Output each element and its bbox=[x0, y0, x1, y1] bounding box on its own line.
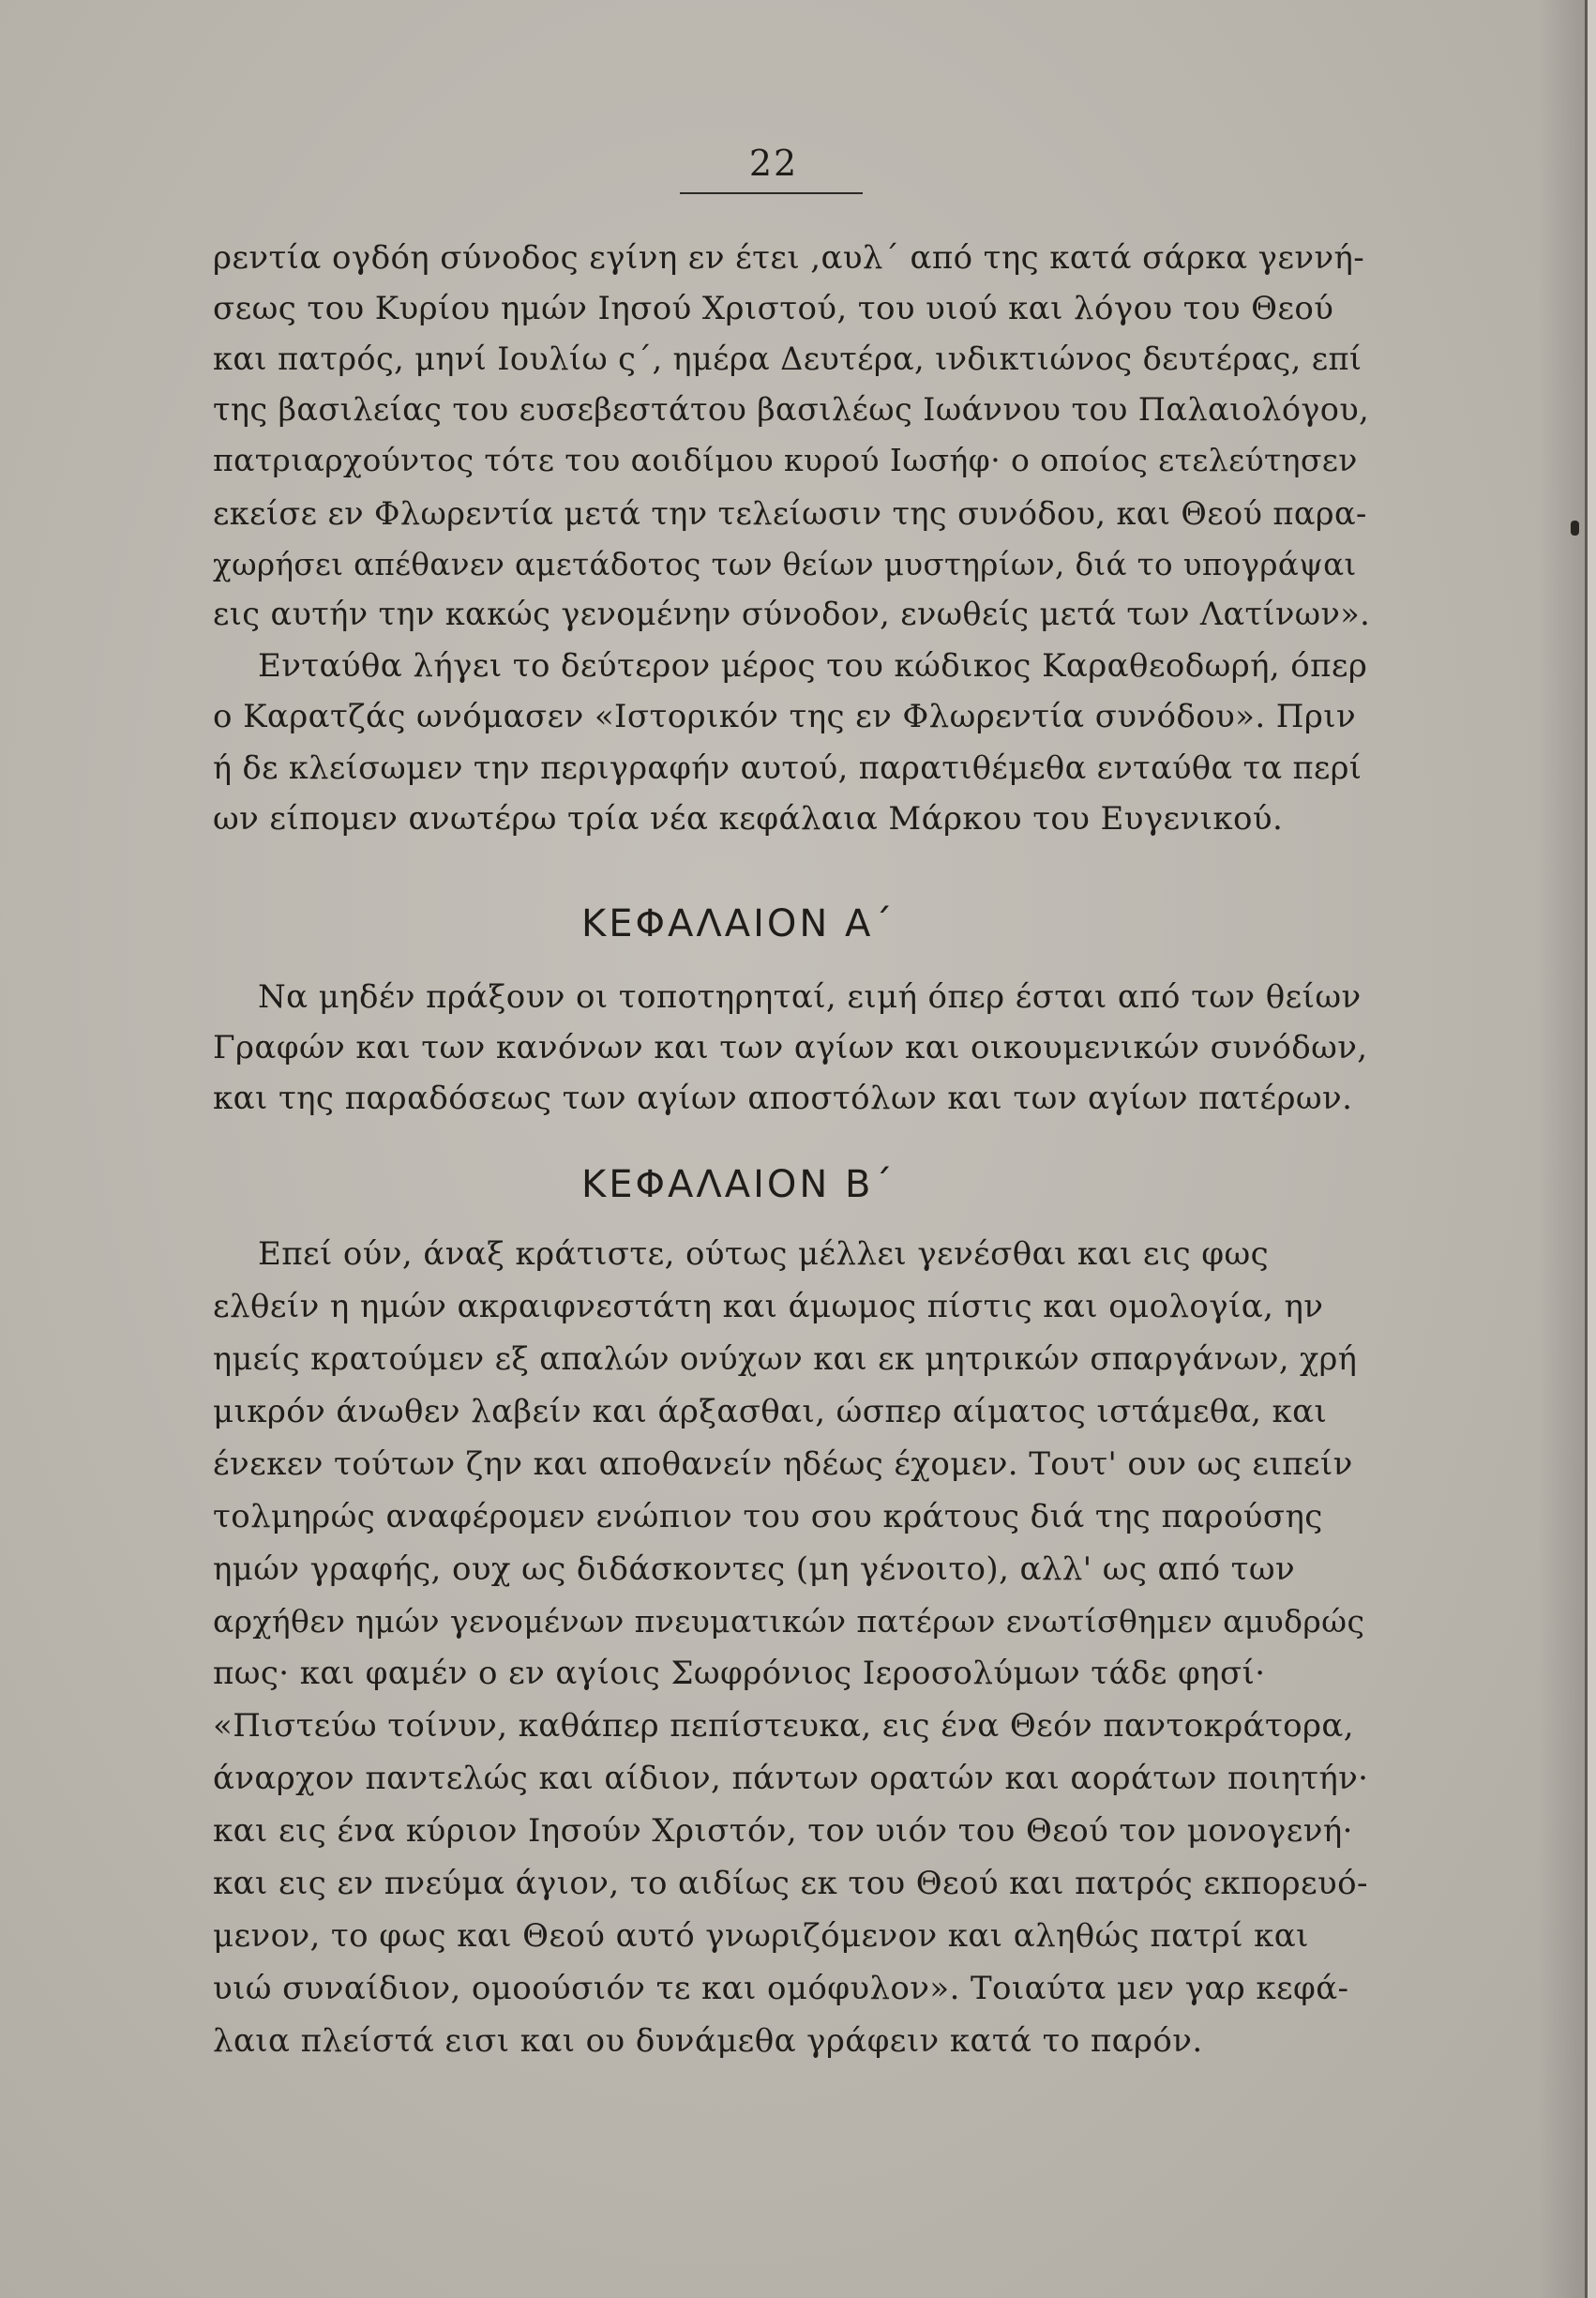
text-line: εις αυτήν την κακώς γενομένην σύνοδον, ενωθείς μετά των Λατίνων». bbox=[213, 596, 1371, 632]
page-number: 22 bbox=[748, 143, 799, 184]
text-line: πατριαρχούντος τότε του αοιδίμου κυρού Ιωσήφ· ο οποίος ετελεύτησεν bbox=[213, 442, 1358, 478]
text-line: Να μηδέν πράξουν οι τοποτηρηταί, ειμή όπερ έσται από των θείων bbox=[258, 978, 1362, 1016]
text-line: ελθείν η ημών ακραιφνεστάτη και άμωμος πίστις και ομολογία, ην bbox=[213, 1288, 1324, 1325]
text-line: και εις εν πνεύμα άγιον, το αιδίως εκ του Θεού και πατρός εκπορευό- bbox=[213, 1865, 1368, 1902]
text-line: και πατρός, μηνί Ιουλίω ς΄, ημέρα Δευτέρα, ινδικτιώνος δευτέρας, επί bbox=[213, 340, 1363, 377]
text-line: υιώ συναίδιον, ομοούσιόν τε και ομόφυλον». Τοιαύτα μεν γαρ κεφά- bbox=[213, 1970, 1349, 2007]
text-line: Γραφών και των κανόνων και των αγίων και οικουμενικών συνόδων, bbox=[213, 1029, 1368, 1066]
text-line: ημείς κρατούμεν εξ απαλών ονύχων και εκ μητρικών σπαργάνων, χρή bbox=[213, 1340, 1358, 1377]
binding-edge bbox=[1588, 0, 1596, 2298]
chapter-b-heading: ΚΕΦΑΛΑΙΟΝ Β΄ bbox=[581, 1163, 896, 1206]
text-line: πως· και φαμέν ο εν αγίοις Σωφρόνιος Ιεροσολύμων τάδε φησί· bbox=[213, 1655, 1266, 1692]
text-line: μικρόν άνωθεν λαβείν και άρξασθαι, ώσπερ αίματος ιστάμεθα, και bbox=[213, 1393, 1328, 1430]
ink-mark bbox=[1571, 521, 1579, 536]
text-line: ων είπομεν ανωτέρω τρία νέα κεφάλαια Μάρκου του Ευγενικού. bbox=[213, 800, 1284, 838]
text-line: εκείσε εν Φλωρεντία μετά την τελείωσιν της συνόδου, και Θεού παρα- bbox=[213, 495, 1367, 532]
text-line: της βασιλείας του ευσεβεστάτου βασιλέως Ιωάννου του Παλαιολόγου, bbox=[213, 391, 1370, 428]
text-line: ημών γραφής, ουχ ως διδάσκοντες (μη γένοιτο), αλλ' ως από των bbox=[213, 1550, 1296, 1588]
text-line: μενον, το φως και Θεού αυτό γνωριζόμενον και αληθώς πατρί και bbox=[213, 1917, 1309, 1955]
text-line: «Πιστεύω τοίνυν, καθάπερ πεπίστευκα, εις ένα Θεόν παντοκράτορα, bbox=[213, 1707, 1354, 1745]
text-line: ο Καρατζάς ωνόμασεν «Ιστορικόν της εν Φλωρεντία συνόδου». Πριν bbox=[213, 698, 1357, 735]
text-line: Επεί ούν, άναξ κράτιστε, ούτως μέλλει γενέσθαι και εις φως bbox=[258, 1235, 1270, 1273]
text-line: ένεκεν τούτων ζην και αποθανείν ηδέως έχομεν. Τουτ' ουν ως ειπείν bbox=[213, 1445, 1353, 1483]
text-line: ή δε κλείσωμεν την περιγραφήν αυτού, παρατιθέμεθα ενταύθα τα περί bbox=[213, 749, 1363, 786]
page-number-rule bbox=[680, 192, 863, 194]
text-line: Ενταύθα λήγει το δεύτερον μέρος του κώδικος Καραθεοδωρή, όπερ bbox=[258, 647, 1368, 685]
text-line: ρεντία ογδόη σύνοδος εγίνη εν έτει ,αυλ΄ από της κατά σάρκα γεννή- bbox=[213, 239, 1365, 277]
binding-shadow bbox=[1538, 0, 1585, 2298]
text-line: και εις ένα κύριον Ιησούν Χριστόν, τον υιόν του Θεού τον μονογενή· bbox=[213, 1812, 1353, 1850]
text-line: και της παραδόσεως των αγίων αποστόλων και των αγίων πατέρων. bbox=[213, 1080, 1353, 1117]
text-line: σεως του Κυρίου ημών Ιησού Χριστού, του υιού και λόγου του Θεού bbox=[213, 290, 1334, 327]
text-line: χωρήσει απέθανεν αμετάδοτος των θείων μυστηρίων, διά το υπογράψαι bbox=[213, 547, 1357, 582]
text-line: λαια πλείστά εισι και ου δυνάμεθα γράφειν κατά το παρόν. bbox=[213, 2022, 1203, 2060]
chapter-a-heading: ΚΕΦΑΛΑΙΟΝ Α΄ bbox=[581, 902, 896, 945]
text-line: άναρχον παντελώς και αίδιον, πάντων ορατών και αοράτων ποιητήν· bbox=[213, 1760, 1369, 1797]
text-line: αρχήθεν ημών γενομένων πνευματικών πατέρων ενωτίσθημεν αμυδρώς bbox=[213, 1603, 1365, 1640]
text-line: τολμηρώς αναφέρομεν ενώπιον του σου κράτους διά της παρούσης bbox=[213, 1498, 1323, 1535]
